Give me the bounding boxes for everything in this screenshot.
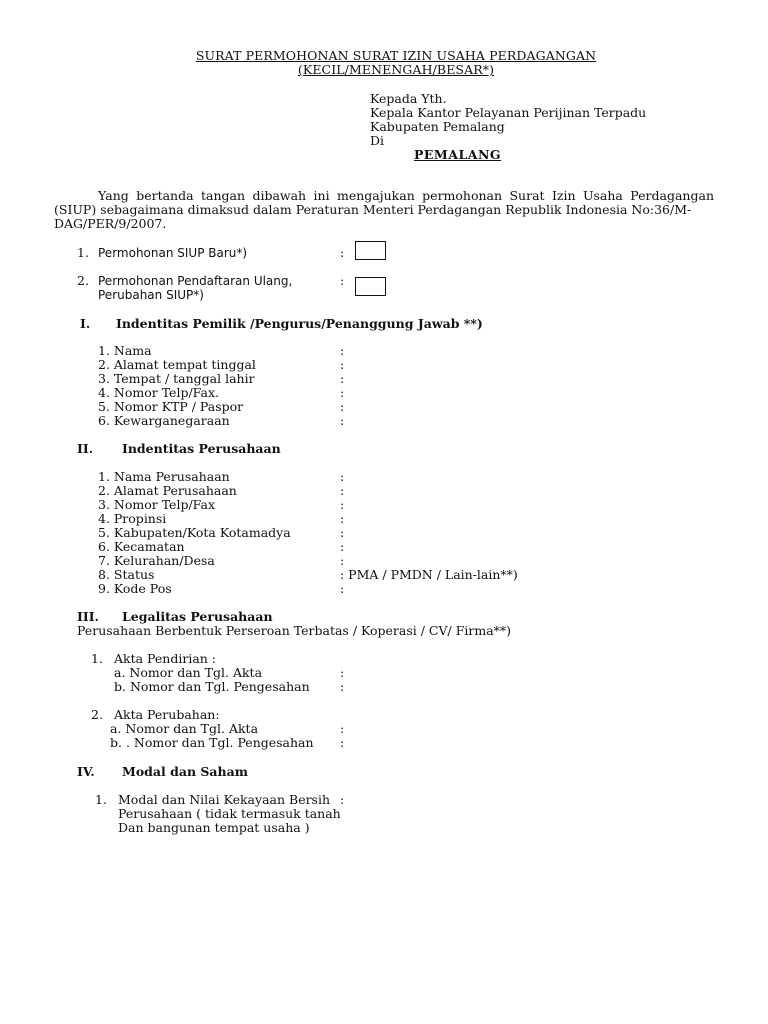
owner-field-label: 1. Nama [98,343,152,358]
document-title: SURAT PERMOHONAN SURAT IZIN USAHA PERDAGANGAN [195,48,597,63]
application-1-label: Permohonan SIUP Baru*) [98,246,248,260]
colon: : [340,581,345,596]
colon: : [340,497,345,512]
recipient-line-4: Di [370,133,385,148]
status-value: : PMA / PMDN / Lain-lain**) [340,567,518,582]
application-1-number: 1. [77,245,89,260]
intro-text: Yang bertanda tangan dibawah ini mengajukan permohonan Surat Izin Usaha Perdagangan (SIUP) sebagaimana dimaksud dalam Peraturan Menteri Perdagangan Republik Indonesia No:36/M- [54,188,714,217]
colon: : [340,483,345,498]
section-1-title: Indentitas Pemilik /Pengurus/Penanggung Jawab **) [116,316,483,331]
colon: : [340,385,345,400]
section-3-number: III. [77,609,99,624]
intro-text-end: DAG/PER/9/2007. [54,216,167,231]
company-field-label: 9. Kode Pos [98,581,172,596]
section-3-title: Legalitas Perusahaan [122,609,273,624]
company-field-label: 4. Propinsi [98,511,167,526]
owner-field-label: 4. Nomor Telp/Fax. [98,385,219,400]
company-field-label: 2. Alamat Perusahaan [98,483,237,498]
colon: : [340,399,345,414]
application-2-label-line-2: Perubahan SIUP*) [98,288,204,302]
deed-1-number: 1. [91,651,103,666]
application-2-label-line-1: Permohonan Pendaftaran Ulang, [98,274,293,288]
application-2-checkbox[interactable] [355,277,386,296]
section-4-number: IV. [77,764,95,779]
colon: : [340,343,345,358]
document-subtitle: (KECIL/MENENGAH/BESAR*) [297,62,495,77]
intro-paragraph [54,189,714,231]
deed-2-field-a: a. Nomor dan Tgl. Akta [110,721,259,736]
colon: : [340,469,345,484]
colon: : [340,511,345,526]
recipient-city: PEMALANG [414,147,502,162]
company-field-label: 1. Nama Perusahaan [98,469,230,484]
colon: : [340,679,345,694]
company-field-label: 3. Nomor Telp/Fax [98,497,215,512]
capital-1-number: 1. [95,792,107,807]
colon: : [340,245,345,260]
colon: : [340,371,345,386]
owner-field-label: 3. Tempat / tanggal lahir [98,371,255,386]
capital-1-label-line-2: Perusahaan ( tidak termasuk tanah [118,806,341,821]
deed-2-label: Akta Perubahan: [114,707,220,722]
company-field-label: 8. Status [98,567,155,582]
section-2-title: Indentitas Perusahaan [122,441,281,456]
colon: : [340,413,345,428]
section-1-number: I. [80,316,91,331]
company-field-label: 7. Kelurahan/Desa [98,553,215,568]
owner-field-label: 5. Nomor KTP / Paspor [98,399,244,414]
colon: : [340,735,345,750]
deed-2-field-b: b. . Nomor dan Tgl. Pengesahan [110,735,314,750]
company-field-label: 6. Kecamatan [98,539,185,554]
section-4-title: Modal dan Saham [122,764,248,779]
recipient-line-3: Kabupaten Pemalang [370,119,505,134]
colon: : [340,357,345,372]
recipient-line-2: Kepala Kantor Pelayanan Perijinan Terpadu [370,105,647,120]
section-3-subtitle: Perusahaan Berbentuk Perseroan Terbatas / Koperasi / CV/ Firma**) [77,623,512,638]
colon: : [340,273,345,288]
capital-1-label-line-1: Modal dan Nilai Kekayaan Bersih [118,792,331,807]
deed-1-field-b: b. Nomor dan Tgl. Pengesahan [114,679,310,694]
recipient-line-1: Kepada Yth. [370,91,447,106]
deed-2-number: 2. [91,707,103,722]
colon: : [340,792,345,807]
capital-1-label-line-3: Dan bangunan tempat usaha ) [118,820,310,835]
colon: : [340,525,345,540]
owner-field-label: 2. Alamat tempat tinggal [98,357,256,372]
owner-field-label: 6. Kewarganegaraan [98,413,230,428]
colon: : [340,553,345,568]
company-field-label: 5. Kabupaten/Kota Kotamadya [98,525,291,540]
colon: : [340,665,345,680]
application-2-number: 2. [77,273,89,288]
section-2-number: II. [77,441,94,456]
colon: : [340,721,345,736]
deed-1-field-a: a. Nomor dan Tgl. Akta [114,665,263,680]
deed-1-label: Akta Pendirian : [114,651,217,666]
colon: : [340,539,345,554]
application-1-checkbox[interactable] [355,241,386,260]
